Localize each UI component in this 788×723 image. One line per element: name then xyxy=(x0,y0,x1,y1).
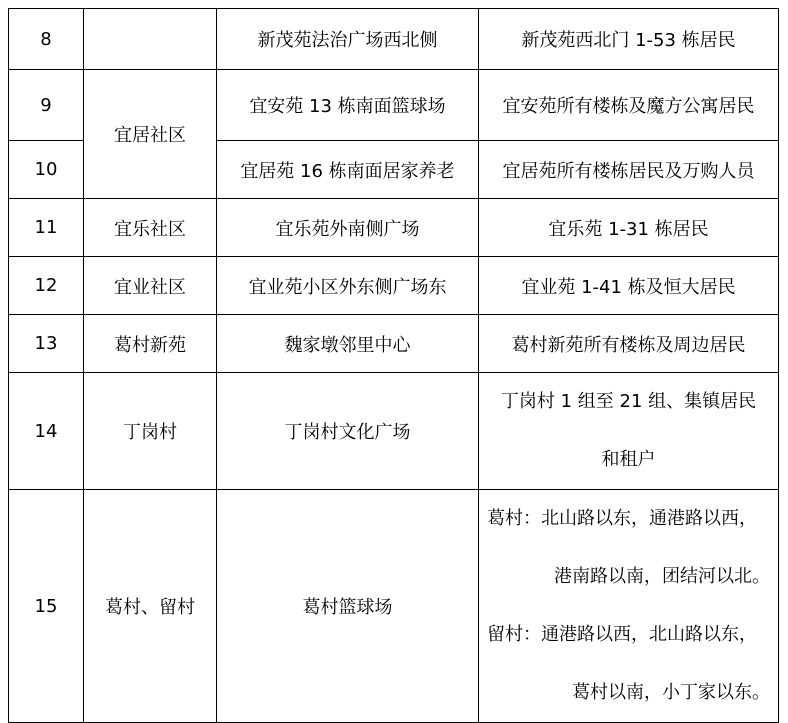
row-number: 12 xyxy=(9,257,84,315)
table-row xyxy=(9,373,779,490)
row-number: 14 xyxy=(9,373,84,490)
community-cell: 宜乐社区 xyxy=(84,199,217,257)
scope-cell: 宜乐苑 1-31 栋居民 xyxy=(479,199,779,257)
scope-cell: 宜安苑所有楼栋及魔方公寓居民 xyxy=(479,70,779,141)
scope-line: 葛村：北山路以东，通港路以西， xyxy=(487,508,757,529)
scope-cell: 葛村新苑所有楼栋及周边居民 xyxy=(479,315,779,373)
site-cell: 宜业苑小区外东侧广场东 xyxy=(217,257,479,315)
scope-cell xyxy=(479,490,779,723)
table-row xyxy=(9,315,779,373)
community-cell: 葛村新苑 xyxy=(84,315,217,373)
row-number: 8 xyxy=(9,9,84,70)
table-row xyxy=(9,9,779,70)
site-cell: 丁岗村文化广场 xyxy=(217,373,479,490)
table-row xyxy=(9,70,779,141)
site-cell: 宜居苑 16 栋南面居家养老 xyxy=(217,141,479,199)
community-cell: 宜居社区 xyxy=(84,70,217,199)
table-row xyxy=(9,490,779,723)
scope-line: 丁岗村 1 组至 21 组、集镇居民 xyxy=(500,391,757,412)
site-cell: 新茂苑法治广场西北侧 xyxy=(217,9,479,70)
scope-line: 留村：通港路以西，北山路以东， xyxy=(487,624,757,645)
scope-line: 和租户 xyxy=(601,449,656,470)
row-number: 10 xyxy=(9,141,84,199)
scope-cell: 宜业苑 1-41 栋及恒大居民 xyxy=(479,257,779,315)
site-cell: 葛村篮球场 xyxy=(217,490,479,723)
table-row xyxy=(9,257,779,315)
community-cell: 葛村、留村 xyxy=(84,490,217,723)
scope-cell: 新茂苑西北门 1-53 栋居民 xyxy=(479,9,779,70)
scope-cell xyxy=(479,373,779,490)
row-number: 15 xyxy=(9,490,84,723)
community-cell xyxy=(84,9,217,70)
row-number: 11 xyxy=(9,199,84,257)
scope-cell: 宜居苑所有楼栋居民及万购人员 xyxy=(479,141,779,199)
community-cell: 宜业社区 xyxy=(84,257,217,315)
site-cell: 魏家墩邻里中心 xyxy=(217,315,479,373)
scope-line: 港南路以南，团结河以北。 xyxy=(554,566,770,587)
community-cell: 丁岗村 xyxy=(84,373,217,490)
distribution-table xyxy=(8,8,779,723)
site-cell: 宜乐苑外南侧广场 xyxy=(217,199,479,257)
table-row xyxy=(9,199,779,257)
site-cell: 宜安苑 13 栋南面篮球场 xyxy=(217,70,479,141)
scope-line: 葛村以南，小丁家以东。 xyxy=(572,682,770,703)
row-number: 13 xyxy=(9,315,84,373)
row-number: 9 xyxy=(9,70,84,141)
